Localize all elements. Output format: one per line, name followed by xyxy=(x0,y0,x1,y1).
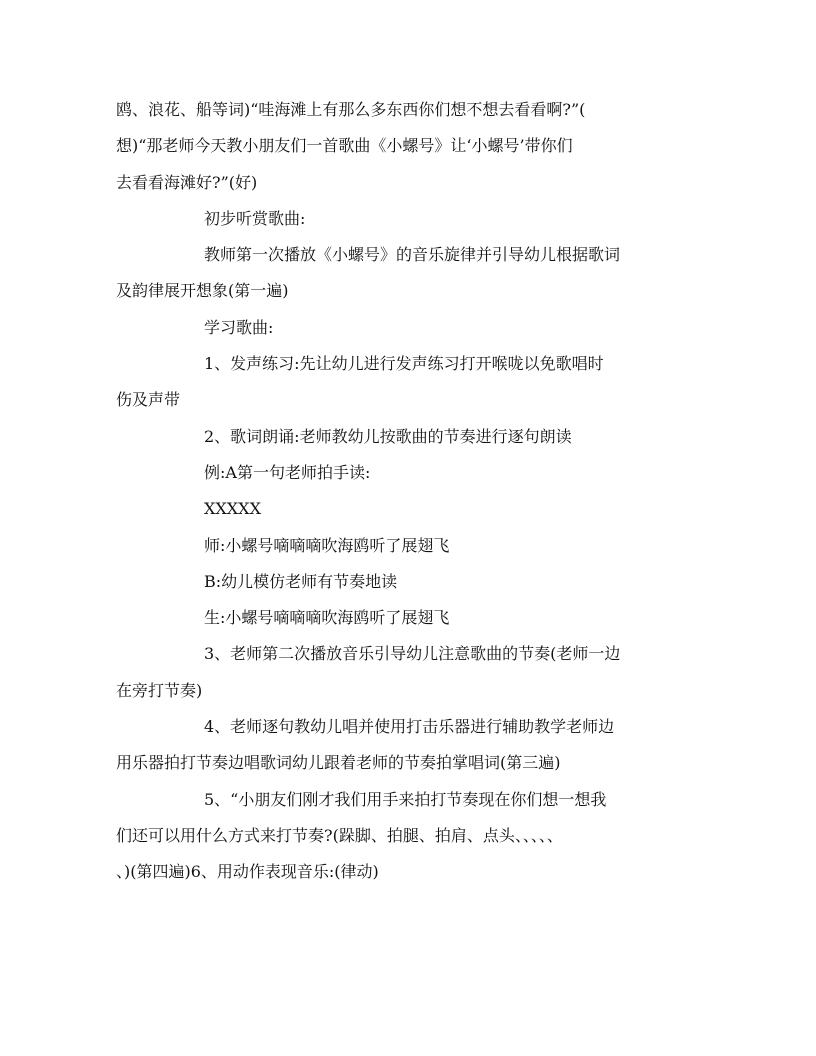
text-line: 们还可以用什么方式来打节奏?(跺脚、拍腿、拍肩、点头、、、、、 xyxy=(116,825,563,845)
text-line: 例:A第一句老师拍手读: xyxy=(204,462,371,482)
text-line: 用乐器拍打节奏边唱歌词幼儿跟着老师的节奏拍掌唱词(第三遍) xyxy=(116,753,561,773)
section-heading: 初步听赏歌曲: xyxy=(204,208,306,228)
text-line: 教师第一次播放《小螺号》的音乐旋律并引导幼儿根据歌词 xyxy=(204,245,621,265)
document-page xyxy=(116,92,696,891)
text-line: B:幼儿模仿老师有节奏地读 xyxy=(204,571,398,591)
text-line: 2、歌词朗诵:老师教幼儿按歌曲的节奏进行逐句朗读 xyxy=(204,426,572,446)
text-line: 生:小螺号嘀嘀嘀吹海鸥听了展翅飞 xyxy=(204,608,450,628)
text-line: 去看看海滩好?”(好) xyxy=(116,172,258,192)
text-line: 5、“小朋友们刚才我们用手来拍打节奏现在你们想一想我 xyxy=(204,789,607,809)
text-line: XXXXX xyxy=(204,499,261,519)
text-line: 想)“那老师今天教小朋友们一首歌曲《小螺号》让‘小螺号’带你们 xyxy=(116,136,573,156)
text-line: 、)(第四遍)6、用动作表现音乐:(律动) xyxy=(116,862,379,882)
text-line: 鸥、浪花、船等词)“哇海滩上有那么多东西你们想不想去看看啊?”( xyxy=(116,100,586,119)
text-line: 在旁打节奏) xyxy=(116,680,203,700)
text-line: 3、老师第二次播放音乐引导幼儿注意歌曲的节奏(老师一边 xyxy=(204,644,621,664)
section-heading: 学习歌曲: xyxy=(204,317,274,337)
text-line: 及韵律展开想象(第一遍) xyxy=(116,281,289,301)
text-line: 师:小螺号嘀嘀嘀吹海鸥听了展翅飞 xyxy=(204,535,450,555)
text-line: 伤及声带 xyxy=(116,390,181,410)
text-line: 1、发声练习:先让幼儿进行发声练习打开喉咙以免歌唱时 xyxy=(204,354,604,374)
text-line: 4、老师逐句教幼儿唱并使用打击乐器进行辅助教学老师边 xyxy=(204,717,615,737)
